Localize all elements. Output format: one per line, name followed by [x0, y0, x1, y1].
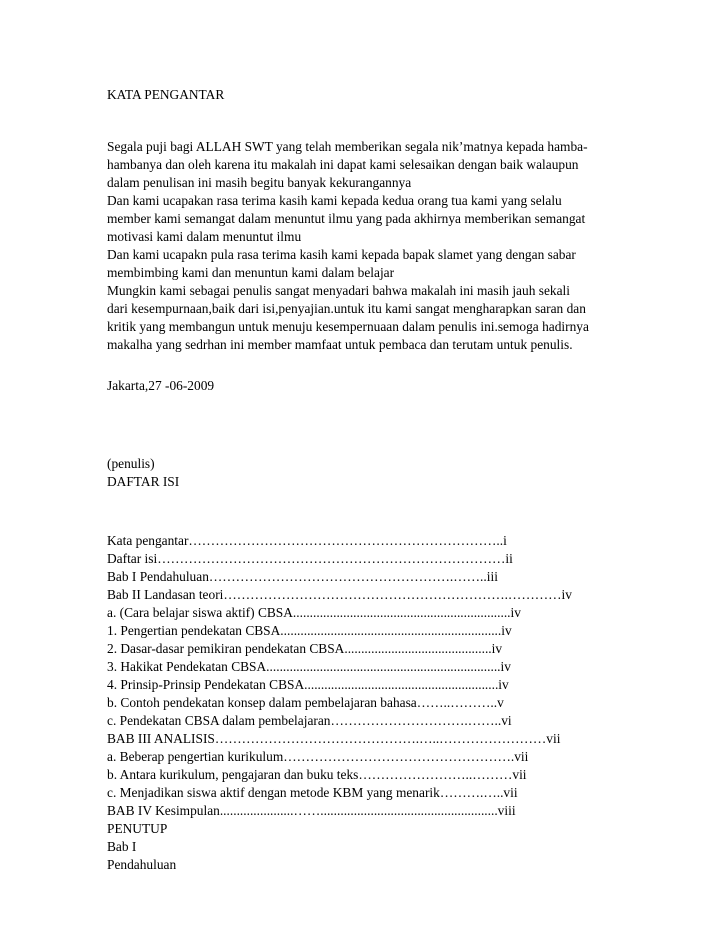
toc-entry: 2. Dasar-dasar pemikiran pendekatan CBSA............................................iv — [107, 641, 503, 656]
toc-entry: Bab I Pendahuluan……………………………………………….……..iii — [107, 569, 498, 584]
place-date: Jakarta,27 -06-2009 — [107, 378, 215, 393]
toc-entry: BAB III ANALISIS……………………………………….…..……………………vii — [107, 731, 561, 746]
toc-entry: BAB IV Kesimpulan......................…….....................................................viii — [107, 803, 516, 818]
toc-entry: PENUTUP — [107, 821, 168, 836]
paragraph-line: motivasi kami dalam menuntut ilmu — [107, 229, 302, 244]
toc-entry: 3. Hakikat Pendekatan CBSA......................................................................iv — [107, 659, 511, 674]
toc-entry: 1. Pengertian pendekatan CBSA..................................................................iv — [107, 623, 512, 638]
paragraph-line: dalam penulisan ini masih begitu banyak kekurangannya — [107, 175, 412, 190]
page-title: KATA PENGANTAR — [107, 87, 225, 102]
paragraph-line: Segala puji bagi ALLAH SWT yang telah memberikan segala nik’matnya kepada hamba- — [107, 139, 588, 154]
toc-entry: a. (Cara belajar siswa aktif) CBSA.................................................................iv — [107, 605, 521, 620]
paragraph-line: Dan kami ucapakan rasa terima kasih kami kepada kedua orang tua kami yang selalu — [107, 193, 562, 208]
paragraph-line: member kami semangat dalam menuntut ilmu yang pada akhirnya memberikan semangat — [107, 211, 586, 226]
toc-heading: DAFTAR ISI — [107, 474, 180, 489]
section-title — [107, 86, 224, 104]
paragraph-line: kritik yang membangun untuk menuju kesempernuaan dalam penulis ini.semoga hadirnya — [107, 319, 589, 334]
toc-entry: c. Pendekatan CBSA dalam pembelajaran………………………….……..vi — [107, 713, 512, 728]
toc-entry: a. Beberap pengertian kurikulum…………………………………………….vii — [107, 749, 529, 764]
signature-block — [107, 455, 179, 491]
toc-entry: Bab I — [107, 839, 137, 854]
toc-entry: c. Menjadikan siswa aktif dengan metode KBM yang menarik……….…..vii — [107, 785, 518, 800]
table-of-contents — [107, 532, 572, 874]
paragraph-line: Dan kami ucapakn pula rasa terima kasih kami kepada bapak slamet yang dengan sabar — [107, 247, 576, 262]
paragraph-line: dari kesempurnaan,baik dari isi,penyajian.untuk itu kami sangat mengharapkan saran dan — [107, 301, 586, 316]
paragraph-line: makalha yang sedrhan ini member mamfaat untuk pembaca dan terutam untuk penulis. — [107, 337, 573, 352]
toc-entry: Bab II Landasan teori……………………………………………………….…………iv — [107, 587, 572, 602]
preface-paragraph — [107, 138, 589, 354]
signature: (penulis) — [107, 456, 155, 471]
paragraph-line: hambanya dan oleh karena itu makalah ini dapat kami selesaikan dengan baik walaupun — [107, 157, 579, 172]
closing-block — [107, 377, 214, 395]
toc-entry: Pendahuluan — [107, 857, 177, 872]
toc-entry: b. Contoh pendekatan konsep dalam pembelajaran bahasa……..………..v — [107, 695, 504, 710]
toc-entry: Daftar isi……………………………………………………………………ii — [107, 551, 513, 566]
toc-entry: 4. Prinsip-Prinsip Pendekatan CBSA..........................................................iv — [107, 677, 509, 692]
toc-entry: Kata pengantar……………………………………………………………..i — [107, 533, 507, 548]
paragraph-line: Mungkin kami sebagai penulis sangat menyadari bahwa makalah ini masih jauh sekali — [107, 283, 570, 298]
toc-entry: b. Antara kurikulum, pengajaran dan buku teks……………………..………vii — [107, 767, 527, 782]
paragraph-line: membimbing kami dan menuntun kami dalam belajar — [107, 265, 395, 280]
